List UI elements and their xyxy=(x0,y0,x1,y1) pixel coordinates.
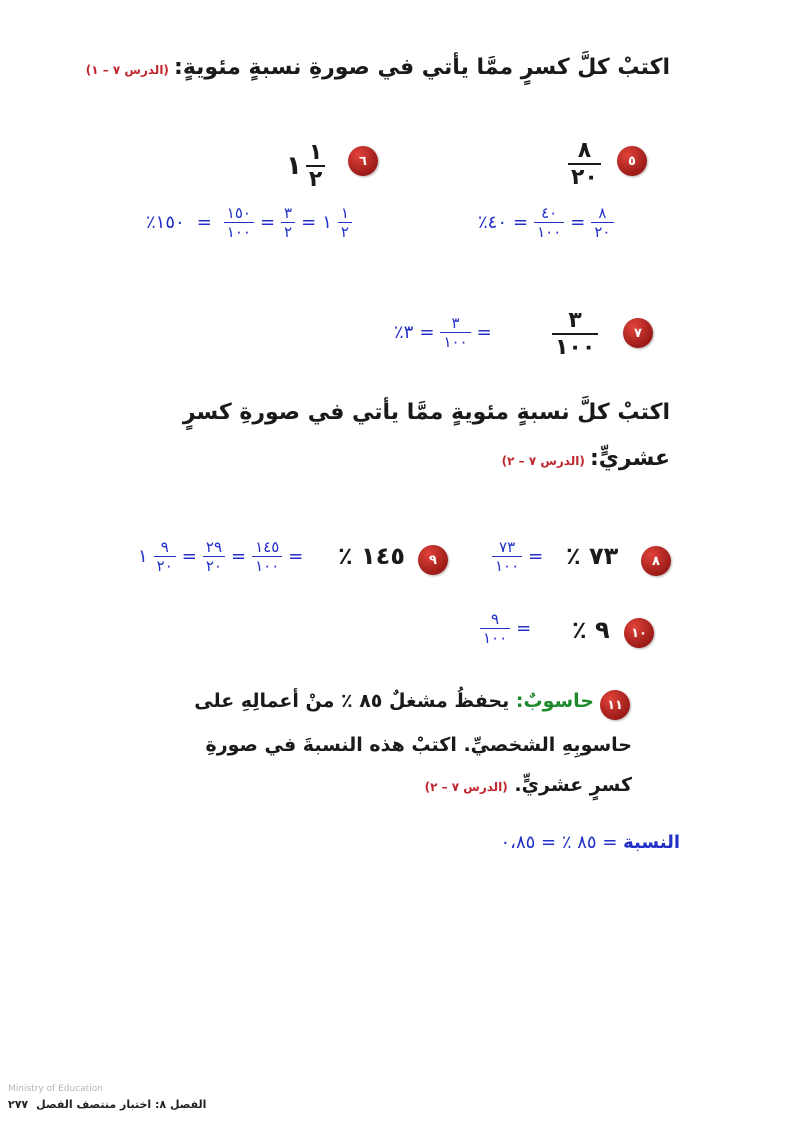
a10-den: ١٠٠ xyxy=(483,629,508,647)
a9-f1-num: ١٤٥ xyxy=(255,538,280,556)
section2-heading-row1 xyxy=(183,400,670,425)
problem-11-line1 xyxy=(194,690,594,712)
a8-num: ٧٣ xyxy=(499,538,516,556)
a9-whole: ١ xyxy=(138,546,148,567)
problem-6-mixed-number xyxy=(286,140,325,192)
answer-6 xyxy=(146,204,352,241)
problem-11-topic: حاسوبٌ: xyxy=(515,690,594,712)
problem-11-lesson-tag: (الدرس ٧ – ٢) xyxy=(424,780,508,794)
footer-page-number: ٢٧٧ xyxy=(8,1098,29,1111)
problem-11-text1: يحفظُ مشغلٌ ٨٥ ٪ منْ أعمالِهِ على xyxy=(194,690,510,712)
problem-5-badge: ٥ xyxy=(617,146,647,176)
answer-11-label: النسبة xyxy=(623,832,680,853)
a5-f1-num: ٨ xyxy=(598,204,607,222)
a7-result: ٪٣ xyxy=(394,322,414,343)
problem-7-fraction xyxy=(552,308,598,360)
a8-den: ١٠٠ xyxy=(495,557,520,575)
a6-equals-2: = xyxy=(259,212,276,233)
a8-equals: = xyxy=(528,546,544,567)
a10-equals: = xyxy=(516,618,532,639)
a5-equals-2: = xyxy=(570,212,586,233)
answer-10 xyxy=(480,610,531,647)
p7-numerator: ٣ xyxy=(568,308,582,333)
page-footer xyxy=(8,1098,206,1111)
problem-11-badge: ١١ xyxy=(600,690,630,720)
problem-6-badge: ٦ xyxy=(348,146,378,176)
a7-den: ١٠٠ xyxy=(443,333,468,351)
a7-num: ٣ xyxy=(451,314,460,332)
section2-heading-line2: عشريٍّ: xyxy=(589,446,670,471)
problem-7-badge: ٧ xyxy=(623,318,653,348)
problem-5-fraction xyxy=(568,138,601,190)
answer-8 xyxy=(492,538,543,575)
problem-11-line3 xyxy=(425,774,632,796)
a9-f1-den: ١٠٠ xyxy=(255,557,280,575)
a6-f1-den: ٢ xyxy=(340,223,349,241)
footer-chapter: الفصل ٨: اختبار منتصف الفصل xyxy=(36,1098,207,1111)
a7-equals-2: = xyxy=(476,322,492,343)
p6-denominator: ٢ xyxy=(308,167,323,192)
problem-8-value: ٪ ٧٣ xyxy=(566,542,619,570)
problem-11-line2: حاسوبِهِ الشخصيِّ. اكتبْ هذه النسبةَ في صورةِ xyxy=(205,734,632,756)
answer-11 xyxy=(501,832,681,853)
a7-equals-1: = xyxy=(419,322,435,343)
answer-5 xyxy=(478,204,614,241)
a9-equals-3: = xyxy=(288,546,304,567)
section1-heading-row xyxy=(86,55,670,80)
problem-9-badge: ٩ xyxy=(418,545,448,575)
a6-f3-num: ١٥٠ xyxy=(226,204,251,222)
a6-f1-num: ١ xyxy=(340,204,349,222)
a5-f1-den: ٢٠ xyxy=(594,223,611,241)
p5-numerator: ٨ xyxy=(577,138,592,163)
a6-f3-den: ١٠٠ xyxy=(226,223,251,241)
a6-whole: ١ xyxy=(322,212,332,233)
p7-denominator: ١٠٠ xyxy=(555,335,596,360)
a9-f3-den: ٢٠ xyxy=(156,557,173,575)
a9-f3-num: ٩ xyxy=(160,538,169,556)
a5-f2-num: ٤٠ xyxy=(541,204,558,222)
a9-equals-2: = xyxy=(231,546,247,567)
watermark-text: Ministry of Education xyxy=(8,1084,103,1094)
p6-whole: ١ xyxy=(286,151,302,181)
a5-f2-den: ١٠٠ xyxy=(537,223,562,241)
section2-lesson-tag: (الدرس ٧ – ٢) xyxy=(501,454,585,468)
problem-9-value: ٪ ١٤٥ xyxy=(338,542,405,570)
answer-7 xyxy=(394,314,492,351)
a6-f2-den: ٢ xyxy=(284,223,293,241)
a6-equals-3: = xyxy=(301,212,317,233)
a10-num: ٩ xyxy=(491,610,500,628)
answer-9 xyxy=(138,538,303,575)
a9-f2-num: ٢٩ xyxy=(205,538,223,556)
a6-result: ٪١٥٠ xyxy=(146,212,185,233)
a6-equals-1: = xyxy=(196,212,212,233)
p6-numerator: ١ xyxy=(308,140,323,165)
a6-f2-num: ٣ xyxy=(284,204,293,222)
problem-10-value: ٪ ٩ xyxy=(572,616,610,644)
problem-8-badge: ٨ xyxy=(641,546,671,576)
answer-11-text: = ٨٥ ٪ = ٠،٨٥ xyxy=(500,832,618,853)
section2-heading-line1: اكتبْ كلَّ نسبةٍ مئويةٍ ممَّا يأتي في صورةِ كسرٍ xyxy=(182,400,670,425)
p5-denominator: ٢٠ xyxy=(571,165,598,190)
a5-result: ٪٤٠ xyxy=(478,212,508,233)
problem-11-text3: كسرٍ عشريٍّ. xyxy=(514,774,632,796)
a9-equals-1: = xyxy=(181,546,197,567)
section1-heading: اكتبْ كلَّ كسرٍ ممَّا يأتي في صورةِ نسبةٍ مئويةٍ: xyxy=(174,55,670,80)
a5-equals-1: = xyxy=(513,212,529,233)
section2-heading-row2 xyxy=(502,446,670,471)
problem-10-badge: ١٠ xyxy=(624,618,654,648)
a9-f2-den: ٢٠ xyxy=(205,557,223,575)
section1-lesson-tag: (الدرس ٧ – ١) xyxy=(85,63,169,77)
